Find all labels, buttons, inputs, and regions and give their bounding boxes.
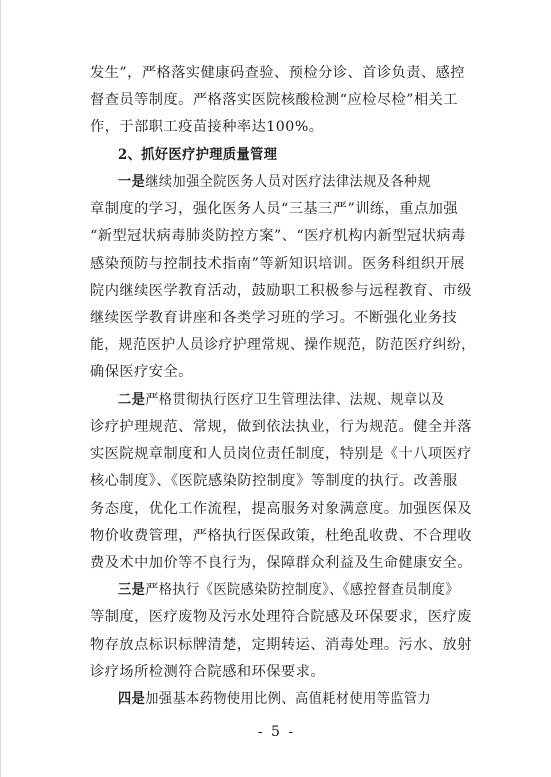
text-line: 确保医疗安全。 — [90, 364, 193, 381]
paragraph-first-line: 四是加强基本药物使用比例、高值耗材使用等监管力 — [118, 691, 432, 707]
text-line: 费及术中加价等不良行为，保障群众利益及生命健康安全。 — [90, 554, 472, 571]
text-line: 能，规范医护人员诊疗护理常规、操作规范，防范医疗纠纷， — [90, 337, 476, 354]
paragraph-first-line: 三是严格执行《医院感染防控制度》、《感控督查员制度》 — [118, 582, 459, 599]
text-line: 物价收费管理，严格执行医保政策，杜绝乱收费、不合理收 — [90, 527, 472, 544]
text-line: 诊疗场所检测符合院感和环保要求。 — [90, 663, 326, 680]
section-heading: 2、抓好医疗护理质量管理 — [118, 146, 278, 163]
paragraph-first-line: 二是严格贯彻执行医疗卫生管理法律、法规、规章以及 — [118, 391, 445, 408]
page-number: - 5 - — [257, 724, 296, 740]
text-line: 等制度，医疗废物及污水处理符合院感及环保要求，医疗废 — [90, 609, 472, 626]
text-line: 物存放点标识标牌清楚，定期转运、消毒处理。污水、放射 — [90, 636, 472, 653]
item-lead: 一是 — [118, 173, 146, 190]
text-line: 核心制度》、《医院感染防控制度》等制度的执行。改善服 — [90, 473, 458, 490]
text-line: 章制度的学习，强化医务人员“三基三严”训练，重点加强 — [90, 201, 459, 218]
item-lead: 二是 — [118, 391, 146, 408]
text-line: 作，于部职工疫苗接种率达100%。 — [90, 119, 324, 136]
text-line: “新型冠状病毒肺炎防控方案”、“医疗机构内新型冠状病毒 — [90, 228, 466, 245]
text-line: 督查员等制度。严格落实医院核酸检测“应检尽检”相关工 — [90, 92, 459, 109]
item-lead: 三是 — [118, 582, 146, 599]
text-line: 实医院规章制度和人员岗位责任制度，特别是《十八项医疗 — [90, 446, 472, 462]
item-lead: 四是 — [118, 691, 146, 707]
text-line: 发生”，严格落实健康码查验、预检分诊、首诊负责、感控 — [90, 65, 465, 81]
text-line: 诊疗护理规范、常规，做到依法执业，行为规范。健全并落 — [90, 418, 472, 435]
text-line: 继续医学教育讲座和各类学习班的学习。不断强化业务技 — [90, 310, 458, 326]
text-line: 院内继续医学教育活动，鼓励职工积极参与远程教育、市级 — [90, 282, 472, 299]
paragraph-first-line: 一是继续加强全院医务人员对医疗法律法规及各种规 — [118, 173, 432, 190]
text-line: 务态度，优化工作流程，提高服务对象满意度。加强医保及 — [90, 500, 472, 517]
text-line: 感染预防与控制技术指南”等新知识培训。医务科组织开展 — [90, 255, 465, 272]
